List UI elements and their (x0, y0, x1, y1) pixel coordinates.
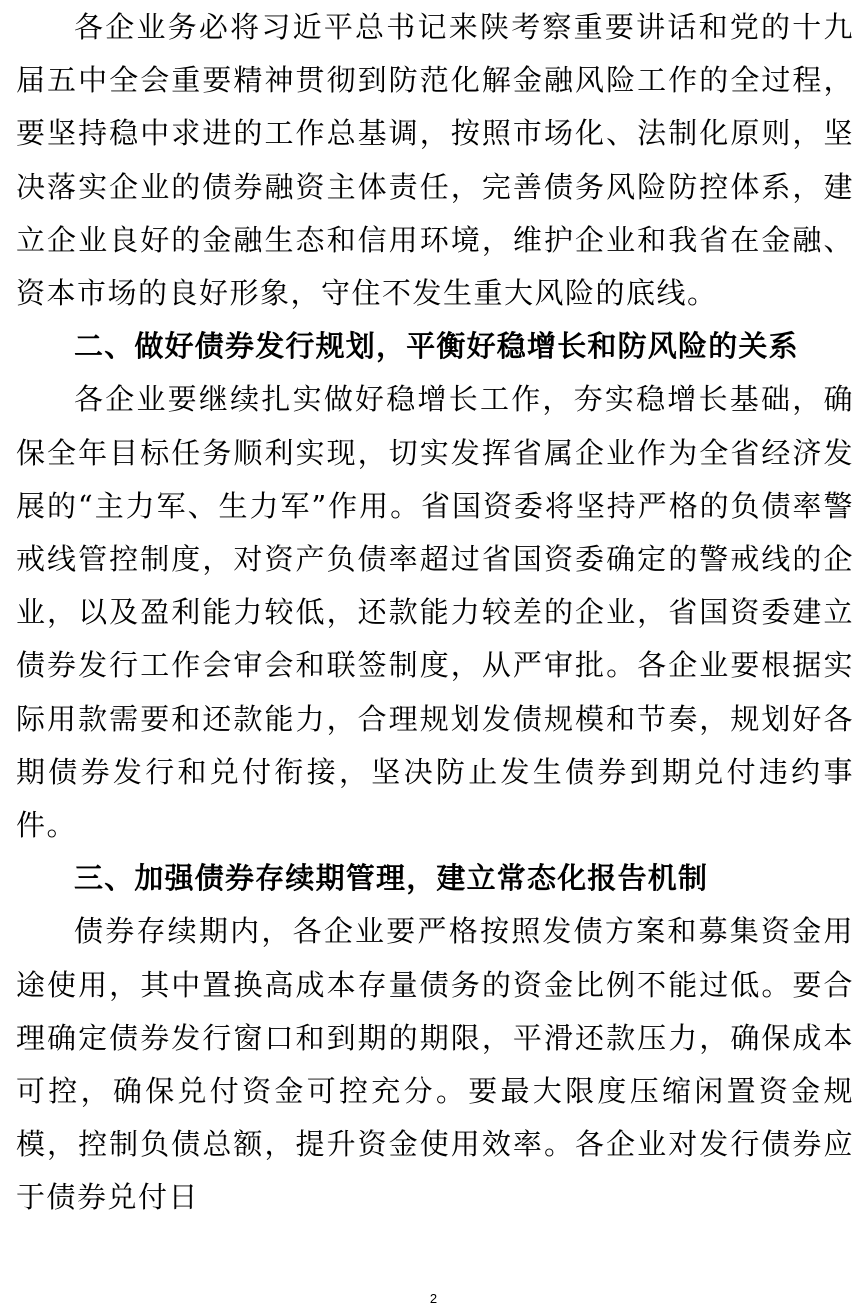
section-heading-2: 二、做好债券发行规划，平衡好稳增长和防风险的关系 (74, 329, 799, 364)
section-heading-3: 三、加强债券存续期管理，建立常态化报告机制 (74, 861, 709, 896)
document-body (16, 0, 854, 1225)
body-paragraph-2: 各企业要继续扎实做好稳增长工作，夯实稳增长基础，确保全年目标任务顺利实现，切实发挥省属企业作为全省经济发展的“主力军、生力军”作用。省国资委将坚持严格的负债率警戒线管控制度，对资产负债率超过省国资委确定的警戒线的企业，以及盈利能力较低，还款能力较差的企业，省国资委建立债券发行工作会审会和联签制度，从严审批。各企业要根据实际用款需要和还款能力，合理规划发债规模和节奏，规划好各期债券发行和兑付衔接，坚决防止发生债券到期兑付违约事件。 (16, 382, 854, 843)
body-paragraph-1: 各企业务必将习近平总书记来陕考察重要讲话和党的十九届五中全会重要精神贯彻到防范化解金融风险工作的全过程，要坚持稳中求进的工作总基调，按照市场化、法制化原则，坚决落实企业的债券融资主体责任，完善债务风险防控体系，建立企业良好的金融生态和信用环境，维护企业和我省在金融、资本市场的良好形象，守住不发生重大风险的底线。 (16, 10, 854, 311)
page-number: 2 (429, 1291, 438, 1306)
body-paragraph-3: 债券存续期内，各企业要严格按照发债方案和募集资金用途使用，其中置换高成本存量债务的资金比例不能过低。要合理确定债券发行窗口和到期的期限，平滑还款压力，确保成本可控，确保兑付资金可控充分。要最大限度压缩闲置资金规模，控制负债总额，提升资金使用效率。各企业对发行债券应于债券兑付日 (16, 914, 854, 1215)
